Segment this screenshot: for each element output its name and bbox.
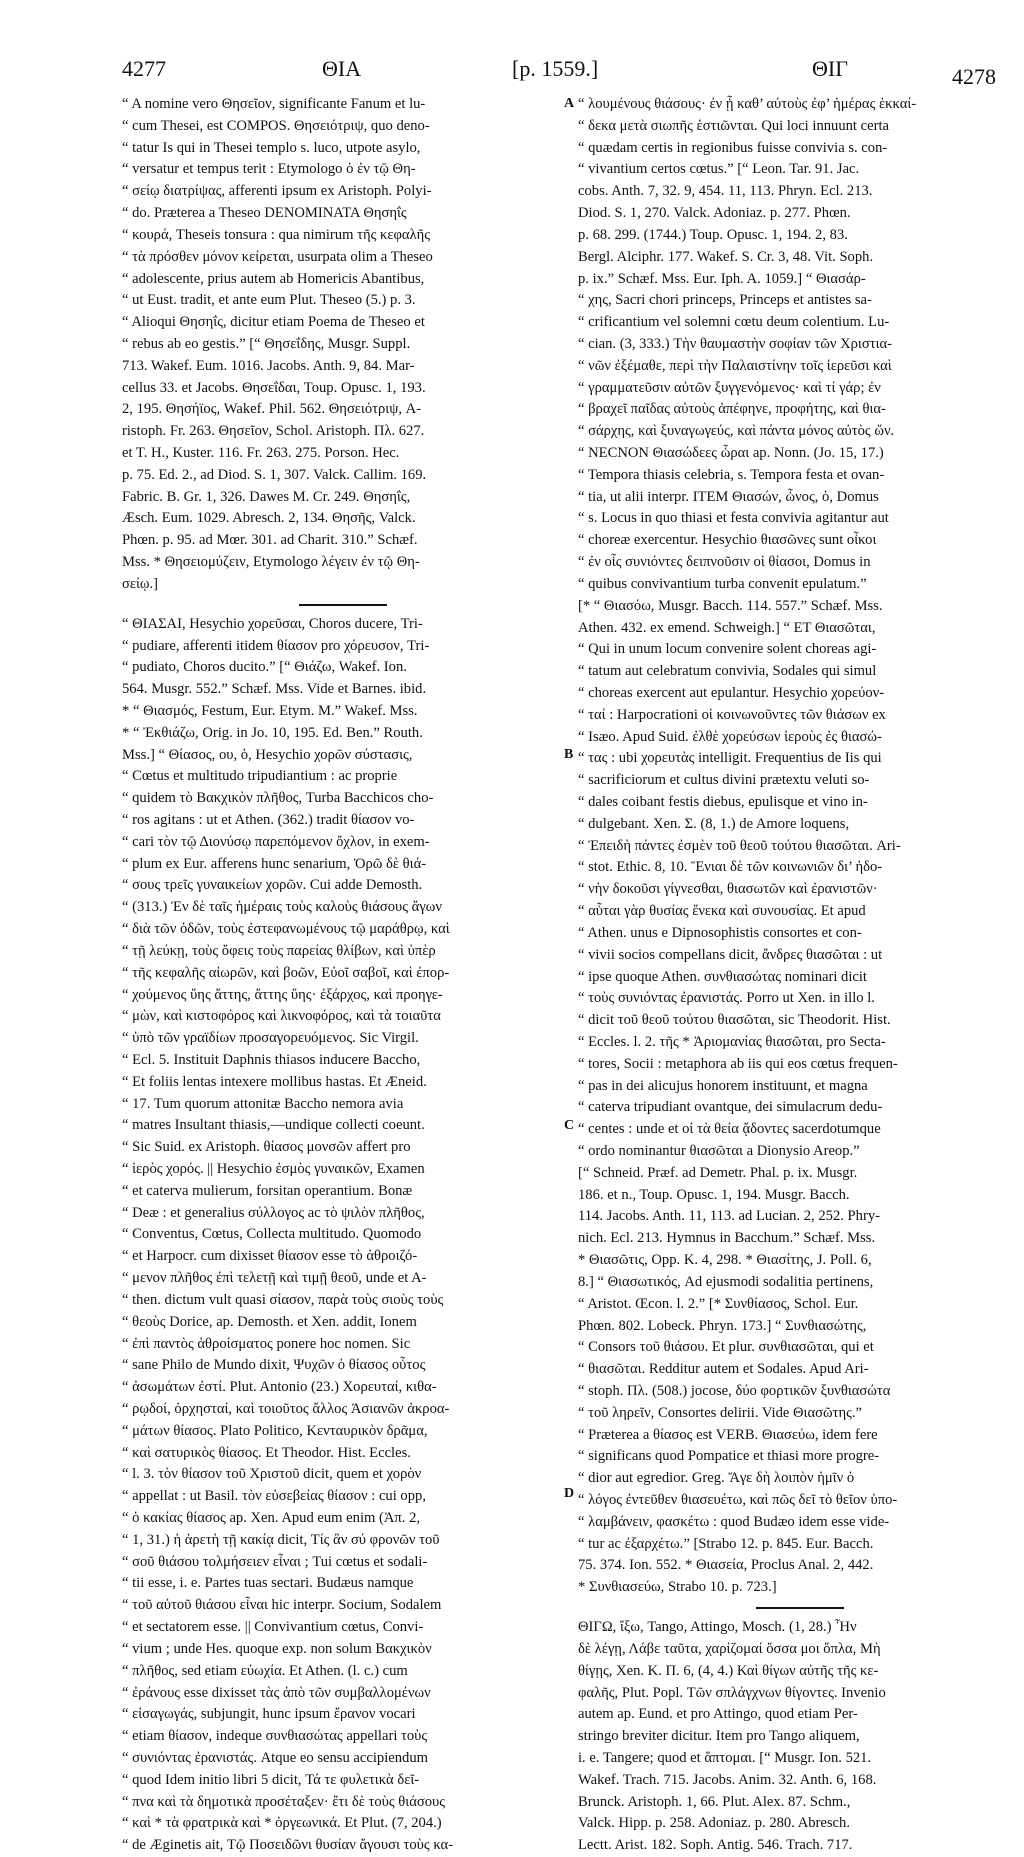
text-line: “ ΘΙΑΣΑΙ, Hesychio χορεῦσαι, Choros ducere, Tri- — [122, 615, 423, 632]
text-line: “ κουρά, Theseis tonsura : qua nimirum τῆς κεφαλῆς — [122, 226, 431, 243]
text-line: “ et Harpocr. cum dixisset θίασον esse τὸ ἀθροιζό- — [122, 1248, 418, 1265]
text-line: “ Athen. unus e Dipnosophistis consortes et con- — [578, 924, 862, 941]
margin-letter-d: D — [564, 1486, 575, 1501]
text-line: Æsch. Eum. 1029. Abresch. 2, 134. Θησῆς, Valck. — [122, 510, 416, 527]
text-line: “ vivantium certos cœtus.” [“ Leon. Tar. 91. Jac. — [578, 161, 860, 178]
text-line: “ tatur Is qui in Thesei templo s. luco, utpote asylo, — [122, 139, 421, 156]
text-line: “ et caterva mulierum, forsitan operantium. Bonæ — [122, 1182, 413, 1199]
left-guide-word: ΘΙΑ — [322, 56, 362, 81]
text-line: “ Præterea a θίασος est VERB. Θιασεύω, idem fere — [578, 1426, 878, 1443]
text-line: “ crificantium vel solemni cœtu deum colentium. Lu- — [578, 314, 890, 331]
text-line: “ vivii socios compellans dicit, ἄνδρες θιασῶται : ut — [578, 946, 883, 963]
text-line: “ (313.) Ἐν δὲ ταῖς ἡμέραις τοὺς καλοὺς θιάσους ἄγων — [122, 899, 442, 916]
text-line: “ s. Locus in quo thiasi et festa convivia agitantur aut — [578, 510, 889, 527]
text-line: “ εἰσαγωγάς, subjungit, hunc ipsum ἔρανον vocari — [122, 1706, 416, 1723]
margin-letter-c: C — [564, 1118, 575, 1133]
text-line: “ ros agitans : ut et Athen. (362.) tradit θίασον vo- — [122, 812, 415, 828]
right-page-number: 4278 — [952, 64, 996, 89]
text-line: ristoph. Fr. 263. Θησεῖον, Schol. Aristoph. Πλ. 627. — [122, 423, 425, 440]
text-line: “ τοῦ αὐτοῦ θιάσου εἶναι hic interpr. Socium, Sodalem — [122, 1597, 442, 1614]
text-line: cellus 33. et Jacobs. Θησεΐδαι, Toup. Opusc. 1, 193. — [122, 379, 426, 396]
text-line: “ sacrificiorum et cultus divini prætextu veluti so- — [578, 772, 870, 789]
text-line: “ pudiare, afferenti itidem θίασον pro χόρευσον, Tri- — [122, 637, 430, 654]
text-line: “ ἐν οἷς συνιόντες δειπνοῦσιν οἱ θίασοι, Domus in — [578, 554, 871, 571]
text-line: “ σοῦ θιάσου τολμήσειεν εἶναι ; Tui cœtus et sodali- — [122, 1553, 428, 1570]
text-line: 114. Jacobs. Anth. 11, 113. ad Lucian. 2, 252. Phry- — [578, 1208, 880, 1225]
text-line: “ de Æginetis ait, Τῷ Ποσειδῶνι θυσίαν ἄγουσι τοὺς κα- — [122, 1837, 454, 1854]
text-line: “ l. 3. τὸν θίασον τοῦ Χριστοῦ dicit, quem et χορὸν — [122, 1466, 422, 1483]
text-line: 186. et n., Toup. Opusc. 1, 194. Musgr. Bacch. — [578, 1186, 850, 1203]
text-line: “ rebus ab eo gestis.” [“ Θησεΐδης, Musgr. Suppl. — [122, 335, 411, 352]
text-line: “ Ecl. 5. Instituit Daphnis thiasos inducere Baccho, — [122, 1051, 421, 1068]
right-guide-word: ΘΙΓ — [812, 56, 848, 81]
right-column — [578, 94, 1022, 1857]
text-line: “ caterva tripudiant ovantque, dei simulacrum dedu- — [578, 1099, 883, 1116]
text-line: 75. 374. Ion. 552. * Θιασεία, Proclus Anal. 2, 442. — [578, 1557, 874, 1574]
text-line: “ λουμένους θιάσους· ἐν ᾗ καθ’ αὐτοὺς ἐφ’ ἡμέρας ἑκκαί- — [578, 96, 917, 112]
text-line: Fabric. B. Gr. 1, 326. Dawes M. Cr. 249. Θησηΐς, — [122, 488, 411, 505]
text-line: “ Et foliis lentas intexere mollibus hastas. Et Æneid. — [122, 1073, 427, 1090]
text-line: “ stoph. Πλ. (508.) jocose, δύο φορτικῶν ξυνθιασώτα — [578, 1382, 891, 1399]
text-line: “ τοῦ ληρεῖν, Consortes delirii. Vide Θιασῶτης.” — [578, 1404, 863, 1421]
text-line: “ matres Insultant thiasis,—undique collecti coeunt. — [122, 1117, 425, 1134]
section-divider — [299, 604, 387, 606]
text-line: “ tores, Socii : metaphora ab iis qui eos cœtus frequen- — [578, 1055, 898, 1072]
text-line: [“ Schneid. Præf. ad Demetr. Phal. p. ix. Musgr. — [578, 1164, 858, 1181]
text-line: “ significans quod Pompatice et thiasi more progre- — [578, 1448, 880, 1465]
text-line: “ dior aut egredior. Greg. Ἄγε δὴ λοιπὸν ἡμῖν ὁ — [578, 1470, 855, 1487]
text-line: “ dales coibant festis diebus, epulisque et vino in- — [578, 794, 868, 810]
text-line: “ Eccles. l. 2. τῆς * Ἀριομανίας θιασῶται, pro Secta- — [578, 1033, 886, 1050]
text-line: “ ἐπὶ παντὸς ἀθροίσματος ponere hoc nomen. Sic — [122, 1335, 411, 1352]
text-line: [* “ Θιασόω, Musgr. Bacch. 114. 557.” Schæf. Mss. — [578, 597, 883, 614]
text-line: “ Aristot. Œcon. l. 2.” [* Συνθίασος, Schol. Eur. — [578, 1295, 859, 1312]
text-line: “ τοὺς συνιόντας ἐρανιστάς. Porro ut Xen. in illo l. — [578, 990, 875, 1007]
text-line: Mss. * Θησειομύζειν, Etymologo λέγειν ἐν τῷ Θη- — [122, 554, 420, 571]
text-line: “ adolescente, prius autem ab Homericis Abantibus, — [122, 270, 425, 287]
text-line: “ tur ac ἐξαρχέτω.” [Strabo 12. p. 845. Eur. Bacch. — [578, 1535, 874, 1552]
text-line: “ ἀσωμάτων ἐστί. Plut. Antonio (23.) Χορευταί, κιθα- — [122, 1379, 437, 1396]
entry-thiasai — [122, 614, 564, 1857]
text-line: “ ut Eust. tradit, et ante eum Plut. Theseo (5.) p. 3. — [122, 292, 416, 309]
text-line: 713. Wakef. Eum. 1016. Jacobs. Anth. 9, 84. Mar- — [122, 357, 415, 374]
text-line: “ θιασῶται. Redditur autem et Sodales. Apud Ari- — [578, 1361, 869, 1378]
text-line: “ plum ex Eur. afferens hunc senarium, Ὁρῶ δὲ θιά- — [122, 855, 427, 872]
text-line: “ ὑπὸ τῶν γραϊδίων προσαγορευόμενος. Sic Virgil. — [122, 1030, 419, 1047]
text-line: “ quibus convivantium turba convenit epulatum.” — [578, 575, 867, 592]
text-line: “ συνιόντας ἐρανιστάς. Atque eo sensu accipiendum — [122, 1749, 428, 1766]
text-line: “ et sectatorem esse. || Convivantium cœtus, Convi- — [122, 1619, 424, 1636]
text-line: “ καὶ σατυρικὸς θίασος. Et Theodor. Hist. Eccles. — [122, 1444, 411, 1461]
text-line: “ ὁ κακίας θίασος ap. Xen. Apud eum enim (Ἀπ. 2, — [122, 1510, 421, 1526]
text-line: 8.] “ Θιασωτικός, Ad ejusmodi sodalitia pertinens, — [578, 1273, 874, 1290]
entry-theseion — [122, 94, 564, 596]
text-line: “ Conventus, Cœtus, Collecta multitudo. Quomodo — [122, 1226, 422, 1243]
entry-thiasos-continued — [578, 94, 1022, 1599]
text-line: “ ipse quoque Athen. συνθιασώτας nominari dicit — [578, 968, 867, 985]
text-line: “ νὴν δοκοῦσι γίγνεσθαι, θιασωτῶν καὶ ἐρανιστῶν· — [578, 881, 878, 898]
entry-thigo — [578, 1617, 1022, 1857]
text-line: “ tia, ut alii interpr. ITEM Θιασών, ὦνος, ὁ, Domus — [578, 488, 879, 505]
text-line: “ σάρχης, καὶ ξυναγωγεύς, καὶ πάντα μόνος αὐτὸς ὤν. — [578, 423, 895, 440]
text-line: “ pas in dei alicujus honorem instituunt, et magna — [578, 1077, 868, 1094]
text-line: “ then. dictum vult quasi σίασον, παρὰ τοὺς σιοὺς τοὺς — [122, 1291, 444, 1308]
text-line: * Θιασῶτις, Opp. K. 4, 298. * Θιασίτης, J. Poll. 6, — [578, 1252, 872, 1269]
text-line: Brunck. Aristoph. 1, 66. Plut. Alex. 87. Schm., — [578, 1793, 851, 1810]
text-line: “ cian. (3, 333.) Τὴν θαυμαστὴν σοφίαν τῶν Χριστια- — [578, 335, 893, 352]
text-line: “ νῶν ἐξέμαθε, περὶ τὴν Παλαιστίνην τοῖς ἱερεῦσι καὶ — [578, 357, 892, 374]
left-column — [122, 94, 564, 1857]
text-line: “ Cœtus et multitudo tripudiantium : ac proprie — [122, 768, 398, 785]
text-line: “ μάτων θίασος. Plato Politico, Κενταυρικὸν δρᾶμα, — [122, 1422, 428, 1439]
text-line: “ sane Philo de Mundo dixit, Ψυχῶν ὁ θίασος οὗτος — [122, 1357, 426, 1374]
text-line: “ τὰ πρόσθεν μόνον κείρεται, usurpata olim a Theseo — [122, 248, 433, 265]
text-line: et T. H., Kuster. 116. Fr. 263. 275. Porson. Hec. — [122, 445, 400, 461]
text-line: δὲ λέγῃ, Λάβε ταῦτα, χαρίζομαί ὅσσα μοι ὅπλα, Μὴ — [578, 1640, 881, 1657]
text-line: “ τῆς κεφαλῆς αἰωρῶν, καὶ βοῶν, Εὐοῖ σαβοῖ, καὶ ἐπορ- — [122, 964, 450, 981]
text-line: “ Tempora thiasis celebria, s. Tempora festa et ovan- — [578, 466, 885, 483]
text-line: “ σείῳ διατρίψας, afferenti ipsum ex Aristoph. Polyi- — [122, 183, 432, 200]
text-line: “ cari τὸν τῷ Διονύσῳ παρεπόμενον ὄχλον, in exem- — [122, 833, 430, 850]
text-line: “ ταί : Harpocrationi οἱ κοινωνοῦντες τῶν θιάσων ex — [578, 706, 886, 723]
text-line: “ θεοὺς Dorice, ap. Demosth. et Xen. addit, Ionem — [122, 1313, 417, 1330]
text-line: “ Consors τοῦ θιάσου. Et plur. συνθιασῶται, qui et — [578, 1339, 874, 1356]
text-line: “ ρῳδοί, ὀρχησταί, καὶ τοιοῦτος ἄλλος Ἀσιανῶν ἀκροα- — [122, 1400, 450, 1417]
text-line: Valck. Hipp. p. 258. Adoniaz. p. 280. Abresch. — [578, 1815, 850, 1832]
text-line: Phœn. p. 95. ad Mœr. 301. ad Charit. 310.” Schæf. — [122, 532, 418, 549]
text-line: “ πλῆθος, sed etiam εὐωχία. Et Athen. (l. c.) cum — [122, 1662, 408, 1679]
text-line: “ pudiato, Choros ducito.” [“ Θιάζω, Wakef. Ion. — [122, 659, 407, 676]
text-line: “ χης, Sacri chori princeps, Princeps et antistes sa- — [578, 292, 872, 309]
text-line: Bergl. Alciphr. 177. Wakef. S. Cr. 3, 48. Vit. Soph. — [578, 248, 874, 265]
text-line: p. 68. 299. (1744.) Toup. Opusc. 1, 194. 2, 83. — [578, 226, 848, 243]
text-line: “ centes : unde et οἱ τὰ θεία ᾄδοντες sacerdotumque — [578, 1121, 881, 1138]
text-line: “ μὼν, καὶ κιστοφόρος καὶ λικνοφόρος, καὶ τὰ τοιαῦτα — [122, 1008, 441, 1025]
text-line: Lectt. Arist. 182. Soph. Antig. 546. Trach. 717. — [578, 1837, 853, 1854]
text-line: cobs. Anth. 7, 32. 9, 454. 11, 113. Phryn. Ecl. 213. — [578, 183, 873, 200]
text-line: “ αὗται γὰρ θυσίας ἕνεκα καὶ συνουσίας. Et apud — [578, 903, 866, 920]
text-line: 564. Musgr. 552.” Schæf. Mss. Vide et Barnes. ibid. — [122, 681, 427, 698]
text-line: stringo breviter dicitur. Item pro Tango aliquem, — [578, 1728, 860, 1745]
text-line: “ versatur et tempus terit : Etymologo ὁ ἐν τῷ Θη- — [122, 161, 416, 178]
text-line: “ Qui in unum locum convenire solent choreas agi- — [578, 641, 877, 658]
text-line: “ πνα καὶ τὰ δημοτικὰ προσέταξεν· ἔτι δὲ τοὺς θιάσους — [122, 1793, 446, 1810]
text-line: “ σους τρεῖς γυναικείων χορῶν. Cui adde Demosth. — [122, 877, 423, 894]
text-line: “ λαμβάνειν, φασκέτω : quod Budæo idem esse vide- — [578, 1513, 890, 1530]
text-line: “ βραχεῖ παῖδας αὐτοὺς ἀπέφηνε, προφήτης, καὶ θια- — [578, 401, 886, 418]
text-line: “ tatum aut celebratum convivia, Sodales qui simul — [578, 663, 877, 680]
text-line: Athen. 432. ex emend. Schweigh.] “ ΕΤ Θιασῶται, — [578, 619, 876, 636]
text-line: * Συνθιασεύω, Strabo 10. p. 723.] — [578, 1579, 777, 1596]
text-line: “ etiam θίασον, indeque συνθιασώτας appellari τοὺς — [122, 1728, 428, 1745]
text-line: nich. Ecl. 213. Hymnus in Bacchum.” Schæf. Mss. — [578, 1230, 876, 1247]
text-line: Mss.] “ Θίασος, ου, ὁ, Hesychio χορῶν σύστασις, — [122, 746, 413, 763]
text-line: * “ Θιασμός, Festum, Eur. Etym. M.” Wakef. Mss. — [122, 702, 418, 719]
text-line: Phœn. 802. Lobeck. Phryn. 173.] “ Συνθιασώτης, — [578, 1317, 867, 1334]
text-line: θίγῃς, Xen. K. Π. 6, (4, 4.) Καὶ θίγων αὐτῆς τῆς κε- — [578, 1662, 879, 1679]
running-header — [122, 52, 1020, 89]
text-line: σείῳ.] — [122, 575, 159, 592]
text-line: “ γραμματεῦσιν αὐτῶν ξυγγενόμενος· καὶ τί γάρ; ἐν — [578, 379, 881, 396]
text-line: “ 17. Tum quorum attonitæ Baccho nemora avia — [122, 1095, 404, 1112]
text-line: Wakef. Trach. 715. Jacobs. Anim. 32. Anth. 6, 168. — [578, 1771, 877, 1788]
text-line: autem ap. Eund. et pro Attingo, quod etiam Per- — [578, 1706, 858, 1723]
text-line: “ choreas exercent aut epulantur. Hesychio χορεύον- — [578, 684, 885, 701]
text-line: “ Alioqui Θησηΐς, dicitur etiam Poema de Theseo et — [122, 314, 425, 331]
text-line: “ διὰ τῶν ὁδῶν, τοὺς ἐστεφανωμένους τῷ μαράθρῳ, καὶ — [122, 921, 450, 938]
text-line: “ Sic Suid. ex Aristoph. θίασος μονσῶν affert pro — [122, 1139, 411, 1156]
text-line: “ λόγος ἐντεῦθεν θιασευέτω, καὶ πῶς δεῖ τὸ θεῖον ὑπο- — [578, 1492, 898, 1508]
text-line: “ ordo nominantur θιασῶται a Dionysio Areop.” — [578, 1143, 860, 1159]
text-line: “ quidem τὸ Βακχικὸν πλῆθος, Turba Bacchicos cho- — [122, 790, 434, 807]
text-line: φαλῆς, Plut. Popl. Τῶν σπλάγχνων θίγοντες. Invenio — [578, 1684, 886, 1701]
section-divider — [756, 1607, 844, 1609]
text-line: “ καὶ * τὰ φρατρικὰ καὶ * ὀργεωνικά. Et Plut. (7, 204.) — [122, 1815, 442, 1832]
text-line: “ quædam certis in regionibus fuisse convivia s. con- — [578, 139, 888, 156]
text-line: “ choreæ exercentur. Hesychio θιασῶνες sunt οἶκοι — [578, 532, 877, 549]
text-line: 2, 195. Θησήϊος, Wakef. Phil. 562. Θησειότριψ, A- — [122, 401, 422, 418]
text-line: “ do. Præterea a Theseo DENOMINATA Θησηΐς — [122, 205, 407, 222]
text-line: “ appellat : ut Basil. τὸν εὐσεβείας θίασον : cui opp, — [122, 1488, 426, 1505]
text-line: “ Isæo. Apud Suid. ἐλθὲ χορεύσων ἱεροὺς ἐς θιασώ- — [578, 728, 882, 745]
text-line: * “ Ἐκθιάζω, Orig. in Jo. 10, 195. Ed. Ben.” Routh. — [122, 724, 423, 741]
text-line: Diod. S. 1, 270. Valck. Adoniaz. p. 277. Phœn. — [578, 205, 851, 222]
left-page-number: 4277 — [122, 56, 166, 81]
text-line: “ cum Thesei, est COMPOS. Θησειότριψ, quo deno- — [122, 117, 430, 134]
text-line: “ τας : ubi χορευτὰς intelligit. Frequentius de Iis qui — [578, 750, 882, 767]
text-line: ΘΙΓΩ, ἴξω, Tango, Attingo, Mosch. (1, 28.) Ἦν — [578, 1619, 857, 1636]
text-line: “ ἐράνους esse dixisset τὰς ἀπὸ τῶν συμβαλλομένων — [122, 1684, 431, 1701]
text-line: “ 1, 31.) ἡ ἀρετὴ τῇ κακίᾳ dicit, Τίς ἂν σύ φρονῶν τοῦ — [122, 1531, 440, 1548]
text-line: “ ἱερὸς χορός. || Hesychio ἐσμὸς γυναικῶν, Examen — [122, 1161, 425, 1177]
text-line: i. e. Tangere; quod et ἅπτομαι. [“ Musgr. Ion. 521. — [578, 1749, 872, 1766]
text-line: “ NECNON Θιασώδεες ὧραι ap. Nonn. (Jo. 15, 17.) — [578, 445, 884, 461]
text-line: “ μενον πλῆθος ἐπὶ τελετῇ καὶ τιμῇ θεοῦ, unde et A- — [122, 1270, 427, 1287]
text-line: p. 75. Ed. 2., ad Diod. S. 1, 307. Valck. Callim. 169. — [122, 466, 427, 483]
text-line: “ dicit τοῦ θεοῦ τούτου θιασῶται, sic Theodorit. Hist. — [578, 1012, 891, 1029]
margin-letter-b: B — [564, 747, 574, 762]
text-line: “ A nomine vero Θησεῖον, significante Fanum et lu- — [122, 96, 426, 112]
text-line: “ Ἐπειδὴ πάντες ἐσμὲν τοῦ θεοῦ τούτου θιασῶται. Ari- — [578, 837, 901, 854]
text-line: “ Deæ : et generalius σύλλογος ac τὸ ψιλὸν πλῆθος, — [122, 1204, 425, 1221]
text-line: “ tii esse, i. e. Partes tuas sectari. Budæus namque — [122, 1575, 414, 1592]
page-reference: [p. 1559.] — [512, 56, 599, 81]
text-line: “ χούμενος ὕης ἄττης, ἄττης ὕης· ἐξάρχος, καὶ προηγε- — [122, 986, 443, 1003]
text-line: “ dulgebant. Xen. Σ. (8, 1.) de Amore loquens, — [578, 815, 850, 832]
text-line: “ quod Idem initio libri 5 dicit, Τά τε φυλετικὰ δεῖ- — [122, 1771, 420, 1788]
text-line: “ stot. Ethic. 8, 10. Ἔνιαι δὲ τῶν κοινωνιῶν δι’ ἡδο- — [578, 859, 883, 876]
text-line: “ vium ; unde Hes. quoque exp. non solum Βακχικὸν — [122, 1640, 432, 1657]
text-line: “ τῇ λεύκῃ, τοὺς ὄφεις τοὺς παρείας θλίβων, καὶ ὑπὲρ — [122, 942, 436, 959]
text-line: “ δεκα μετὰ σιωπῆς ἑστιῶνται. Qui loci innuunt certa — [578, 117, 889, 134]
text-line: p. ix.” Schæf. Mss. Eur. Iph. A. 1059.] “ Θιασάρ- — [578, 270, 866, 287]
margin-letter-a: A — [564, 96, 575, 111]
